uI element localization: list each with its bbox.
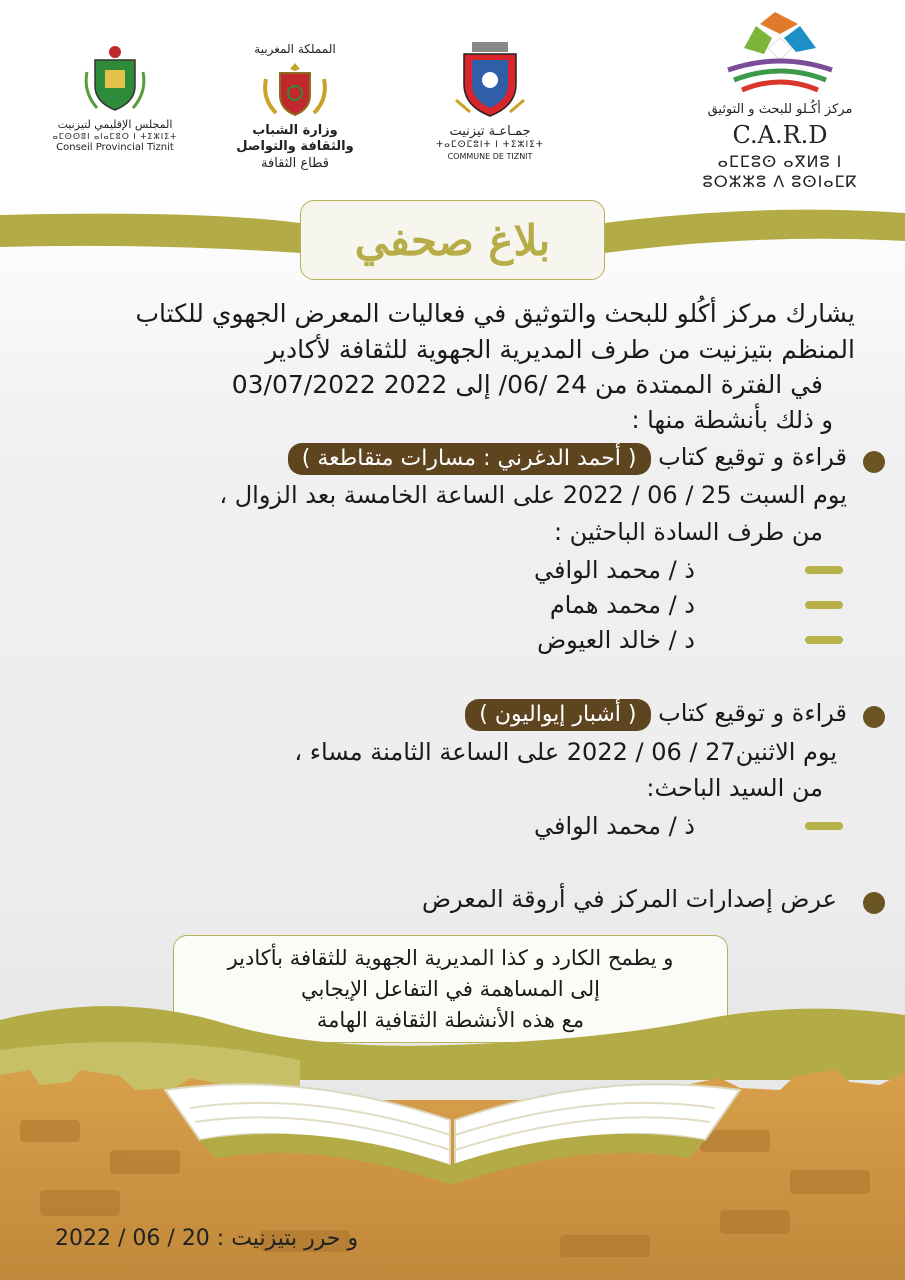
commune-shield-icon [450, 40, 530, 120]
activity1-heading [288, 440, 847, 475]
activity1-speaker-2: د / محمد همام [549, 591, 695, 619]
kingdom-name: المملكة المغربية [254, 42, 336, 56]
council-logo [50, 42, 180, 172]
speaker-dash [805, 566, 843, 574]
activity2-by: من السيد الباحث: [646, 774, 823, 802]
activity2-speaker-1: ذ / محمد الوافي [533, 812, 695, 840]
activity1-bullet [863, 451, 885, 473]
activity1-when: يوم السبت 25 / 06 / 2022 على الساعة الخامسة بعد الزوال ، [219, 481, 847, 509]
commune-name-ar: جمـاعـة تيزنيت [449, 124, 531, 139]
closing-line-3: مع هذه الأنشطة الثقافية الهامة [316, 1007, 585, 1032]
activity1-book-title: ( أحمد الدغرني : مسارات متقاطعة ) [288, 443, 651, 475]
speaker-dash [805, 636, 843, 644]
commune-name-tifinagh: ⵜⴰⵎⵙⵎⵓⵏⵜ ⵏ ⵜⵉⵣⵏⵉⵜ [436, 140, 544, 151]
ministry-line-3: قطاع الثقافة [261, 155, 329, 171]
activity3-bullet [863, 892, 885, 914]
ministry-line-1: وزارة الشباب [252, 123, 338, 138]
closing-line-2: إلى المساهمة في التفاعل الإيجابي [301, 976, 600, 1001]
commune-logo [425, 40, 555, 180]
card-name-ar: مركز أكُـلو للبحث و التوثيق [707, 102, 853, 117]
royal-emblem-icon [260, 59, 330, 121]
intro-line-4: و ذلك بأنشطة منها : [631, 406, 833, 434]
card-emblem-icon [720, 8, 840, 98]
card-acronym: C.A.R.D [732, 121, 828, 150]
footer-date: و حرر بتيزنيت : 20 / 06 / 2022 [55, 1226, 359, 1251]
activity2-book-title: ( أشبار إيواليون ) [465, 699, 650, 731]
card-logo [690, 8, 870, 208]
activity1-speaker-3: د / خالد العيوض [537, 626, 695, 654]
activity3-label: عرض إصدارات المركز في أروقة المعرض [421, 885, 837, 913]
speaker-dash [805, 601, 843, 609]
intro-line-2: المنظم بتيزنيت من طرف المديرية الجهوية للثقافة لأكادير [265, 335, 855, 364]
closing-line-1: و يطمح الكارد و كذا المديرية الجهوية للثقافة بأكادير [227, 945, 674, 970]
activity2-label: قراءة و توقيع كتاب [658, 699, 847, 727]
council-emblem-icon [83, 42, 147, 116]
council-name-tifinagh: ⴰⵎⵙⵙⵓⵏ ⴰⵏⴰⵎⵓⵔ ⵏ ⵜⵉⵣⵏⵉⵜ [52, 131, 178, 141]
ministry-line-2: والثقافة والتواصل [236, 139, 354, 155]
card-tifinagh-1: ⴰⵎⵎⵓⵙ ⴰⴳⵍⵓ ⵏ [717, 152, 843, 172]
intro-line-3: في الفترة الممتدة من 24 /06/ إلى 2022 03/07/2022 [231, 370, 823, 399]
intro-line-1: يشارك مركز أكُلو للبحث والتوثيق في فعاليات المعرض الجهوي للكتاب [135, 299, 855, 328]
council-name-ar: المجلس الإقليمي لتيزنيت [57, 118, 173, 131]
title-frame [300, 200, 605, 280]
activity1-label: قراءة و توقيع كتاب [658, 443, 847, 471]
activity2-heading [465, 696, 847, 731]
activity2-when: يوم الاثنين27 / 06 / 2022 على الساعة الثامنة مساء ، [294, 738, 837, 766]
page-title: بلاغ صحفي [354, 215, 551, 265]
activity1-speaker-1: ذ / محمد الوافي [533, 556, 695, 584]
activity1-by: من طرف السادة الباحثين : [553, 518, 823, 546]
activity2-bullet [863, 706, 885, 728]
speaker-dash [805, 822, 843, 830]
card-tifinagh-2: ⵓⵔⵣⵣⵓ ⴷ ⵓⵙⵏⴰⵎⴽ [702, 172, 858, 192]
ministry-logo [225, 42, 365, 182]
council-name-fr: Conseil Provincial Tiznit [56, 141, 174, 153]
commune-name-fr: COMMUNE DE TIZNIT [447, 151, 533, 161]
